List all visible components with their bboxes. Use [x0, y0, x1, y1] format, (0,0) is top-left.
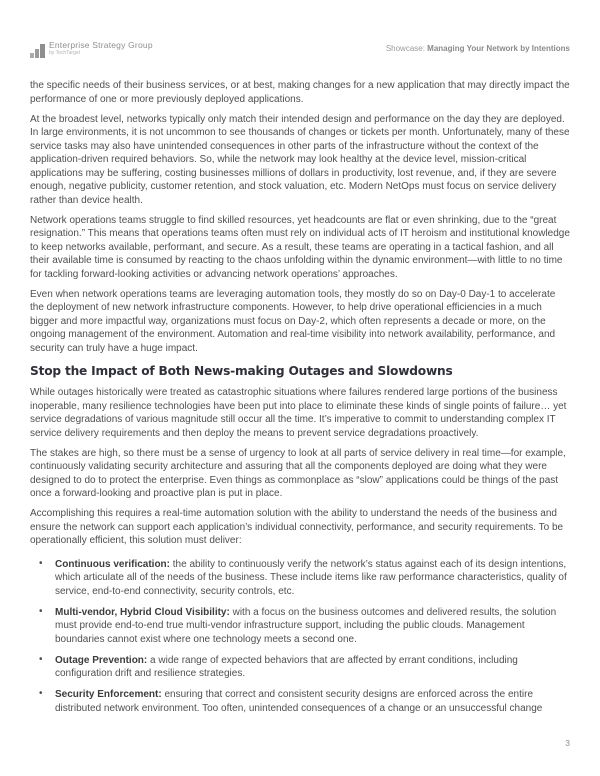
page-header [30, 40, 570, 58]
doc-type-label: Showcase: [385, 44, 428, 53]
intro-paragraph: At the broadest level, networks typically only match their intended design and performance on the day they are deployed. In large environments, it is not uncommon to see thousands of changes or tickets per month. Unfortunately, many of these service tasks may also have unintended consequences in other parts of the infrastructure without the context of the application-driven required behaviors. So, while the network may look healthy at the device level, mission-critical applications may be suffering, costing businesses millions of dollars in productivity, lost revenue, and, if they are severe enough, negative publicity, customer retention, and stock valuation, etc. Modern NetOps must focus on service delivery rather than device health. [30, 113, 570, 206]
section-paragraph: While outages historically were treated as catastrophic situations where failures rendered large portions of the business inoperable, many resilience technologies have been put into place to eliminate these kinds of single points of failure… yet service degradations of various magnitude still occur all the time. It’s imperative to commit to understanding complex IT service delivery requirements and then deploy the means to prevent service degradations proactively. [30, 387, 567, 439]
bullet-text: the ability to continuously verify the network’s status against each of its design intentions, which articulate all of the needs of the business. These include items like raw performance characteristics, quality of service, end-to-end connectivity, security controls, etc. [55, 558, 567, 597]
page-number: 3 [565, 738, 570, 748]
bullet-text: a wide range of expected behaviors that are affected by errant conditions, including configuration drift and resilience strategies. [55, 654, 518, 679]
section-heading: Stop the Impact of Both News-making Outages and Slowdowns [30, 364, 453, 378]
bullet-text: ensuring that correct and consistent security designs are enforced across the entire distributed network environment. Too often, unintended consequences of a change or an unsuccessful change [55, 689, 543, 714]
requirements-list [30, 558, 570, 716]
bullet-term: Security Enforcement: [55, 689, 162, 700]
bullet-term: Multi-vendor, Hybrid Cloud Visibility: [55, 606, 230, 618]
bullet-term: Outage Prevention: [55, 654, 148, 666]
list-item [30, 558, 570, 599]
list-item [30, 688, 570, 715]
running-header [386, 44, 570, 54]
company-logo [30, 40, 153, 58]
document-body [30, 79, 570, 723]
bullet-term: Continuous verification: [55, 558, 170, 570]
section-paragraph: The stakes are high, so there must be a sense of urgency to look at all parts of service delivery in real time—for example, continuously validating security architecture and assuring that all the components deployed are doing what they were designed to do to protect the enterprise. Even things as commonplace as “slow” applications could be things of the past once a forward-looking and proactive plan is put in place. [30, 447, 566, 499]
list-item [30, 654, 570, 681]
intro-paragraph: Even when network operations teams are leveraging automation tools, they mostly do so on Day-0 Day-1 to accelerate the deployment of new network infrastructure components. However, to help drive operational efficiencies in a much bigger and more impactful way, organizations must focus on Day-2, which often represents a decade or more, on the ongoing management of the environment. Automation and real-time visibility into network availability, performance, and security can truly have a huge impact. [30, 288, 556, 354]
doc-title: Managing Your Network by Intentions [427, 44, 570, 53]
logo-bar-tall [40, 44, 45, 58]
list-item [30, 606, 570, 647]
bullet-text: with a focus on the business outcomes and delivered results, the solution must provide end-to-end true multi-vendor infrastructure support, including the public clouds. Management boundaries cannot exist where one technology meets a second one. [55, 606, 557, 645]
section-paragraph: Accomplishing this requires a real-time automation solution with the ability to understand the needs of the business and ensure the network can support each application’s individual connectivity, performance, and security requirements. To be operationally efficient, this solution must deliver: [30, 508, 564, 546]
intro-paragraph: the specific needs of their business services, or at best, making changes for a new application that may directly impact the performance of one or more previously deployed applications. [30, 80, 570, 105]
bar-chart-logo-icon [30, 40, 45, 58]
logo-company-name: Enterprise Strategy Group [49, 40, 153, 50]
logo-bar-medium [35, 49, 39, 58]
logo-bar-small [30, 53, 34, 58]
intro-paragraph: Network operations teams struggle to find skilled resources, yet headcounts are flat or even shrinking, due to the “great resignation.” This means that operations teams often must rely on individual acts of IT heroism and institutional knowledge to keep networks available, performant, and secure. As a result, these teams are operating in a tactical fashion, and all their available time is consumed by reacting to the chaos unfolding within the dynamic environment—with little to no time for tackling forward-looking activities or advancing network operations’ approaches. [30, 214, 570, 280]
logo-text-block [49, 40, 153, 56]
logo-tagline: by TechTarget [49, 50, 81, 56]
